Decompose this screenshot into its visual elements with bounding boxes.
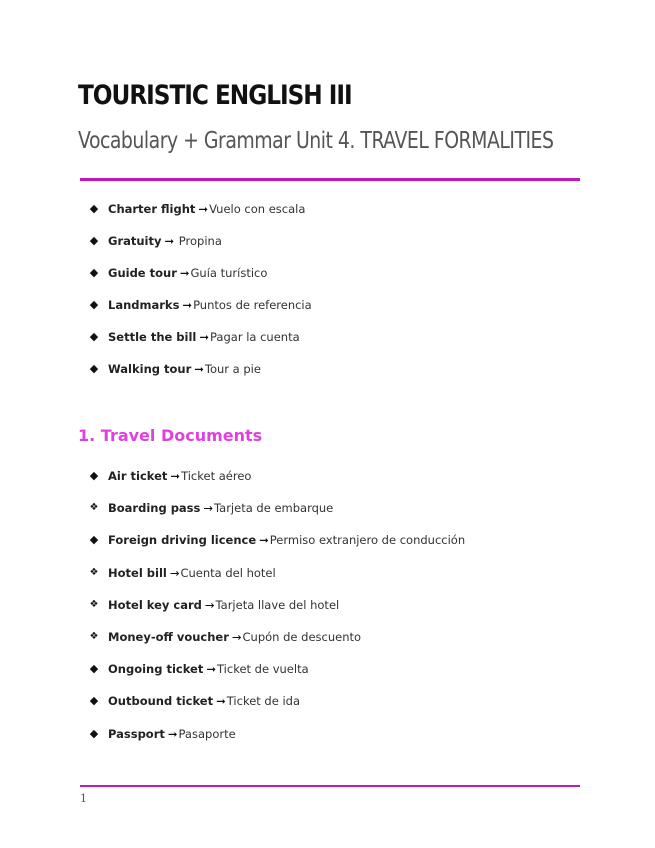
vocab-term: Air ticket — [108, 469, 168, 483]
vocab-entry — [108, 724, 236, 744]
vocab-entry — [108, 530, 465, 550]
footer-divider — [80, 785, 580, 787]
vocab-entry — [108, 691, 300, 711]
page-number: 1 — [80, 792, 87, 805]
vocab-term: Passport — [108, 726, 165, 741]
diamond-bullet-icon: ◆ — [89, 469, 99, 482]
list-item — [0, 563, 600, 583]
right-arrow-icon: ➞ — [167, 726, 178, 741]
vocab-term: Boarding pass — [108, 501, 201, 516]
list-item — [0, 263, 600, 283]
diamond-bullet-icon: ◆ — [89, 362, 99, 375]
header-divider — [80, 178, 580, 181]
right-arrow-icon: ➞ — [182, 298, 193, 312]
vocab-entry — [108, 199, 305, 219]
vocab-translation: Ticket aéreo — [181, 469, 252, 483]
list-item — [0, 466, 600, 486]
vocab-entry — [108, 327, 300, 347]
vocab-entry — [108, 231, 222, 251]
list-item — [0, 691, 600, 711]
vocab-entry — [108, 466, 251, 486]
vocab-term: Hotel bill — [108, 565, 167, 580]
vocab-term: Hotel key card — [108, 597, 202, 612]
vocab-translation: Ticket de ida — [226, 694, 301, 709]
vocab-translation: Vuelo con escala — [209, 202, 306, 216]
vocab-entry — [108, 627, 361, 647]
page-title: TOURISTIC ENGLISH III — [78, 80, 352, 111]
list-item — [0, 627, 600, 647]
right-arrow-icon: ➞ — [164, 234, 175, 248]
list-item — [0, 530, 600, 550]
vocab-term: Ongoing ticket — [108, 662, 204, 677]
vocab-entry — [108, 498, 333, 518]
vocab-entry — [108, 595, 339, 615]
vocab-term: Landmarks — [108, 298, 180, 312]
section-heading: 1. Travel Documents — [78, 426, 263, 445]
vocab-translation: Puntos de referencia — [193, 298, 312, 312]
list-item — [0, 659, 600, 679]
diamond-cluster-bullet-icon: ❖ — [89, 631, 99, 642]
diamond-cluster-bullet-icon: ❖ — [89, 598, 99, 610]
vocab-translation: Guía turístico — [190, 266, 268, 280]
vocab-term: Walking tour — [108, 362, 192, 376]
diamond-bullet-icon: ◆ — [89, 298, 99, 311]
diamond-bullet-icon: ◆ — [89, 533, 99, 547]
right-arrow-icon: ➞ — [179, 266, 190, 280]
right-arrow-icon: ➞ — [216, 694, 226, 709]
right-arrow-icon: ➞ — [170, 469, 181, 483]
vocab-entry — [108, 295, 312, 315]
vocab-translation: Permiso extranjero de conducción — [269, 533, 466, 548]
vocab-term: Guide tour — [108, 266, 177, 280]
vocab-translation: Tarjeta de embarque — [214, 501, 334, 516]
diamond-cluster-bullet-icon: ❖ — [89, 502, 99, 514]
vocab-translation: Pagar la cuenta — [210, 330, 300, 344]
right-arrow-icon: → — [231, 630, 242, 644]
vocab-translation: Ticket de vuelta — [217, 662, 309, 677]
diamond-bullet-icon: ◆ — [89, 266, 99, 279]
list-item — [0, 231, 600, 251]
vocab-translation: Propina — [175, 234, 222, 248]
right-arrow-icon: ➞ — [259, 533, 269, 548]
right-arrow-icon: → — [203, 501, 214, 516]
vocab-translation: Pasaporte — [178, 726, 236, 741]
list-item — [0, 498, 600, 518]
list-item — [0, 199, 600, 219]
vocab-entry — [108, 359, 261, 379]
vocab-translation: Tour a pie — [204, 362, 261, 376]
list-item — [0, 295, 600, 315]
right-arrow-icon: ➞ — [194, 362, 204, 376]
right-arrow-icon: → — [204, 597, 215, 612]
diamond-bullet-icon: ◆ — [89, 234, 99, 247]
diamond-bullet-icon: ◆ — [89, 726, 99, 740]
vocab-term: Money-off voucher — [108, 630, 229, 644]
right-arrow-icon: → — [169, 565, 180, 580]
right-arrow-icon: ➞ — [198, 202, 209, 216]
list-item — [0, 595, 600, 615]
vocab-term: Gratuity — [108, 234, 162, 248]
vocab-term: Settle the bill — [108, 330, 197, 344]
vocab-entry — [108, 263, 267, 283]
vocab-term: Foreign driving licence — [108, 533, 257, 548]
diamond-bullet-icon: ◆ — [89, 202, 99, 215]
vocab-term: Charter flight — [108, 202, 196, 216]
right-arrow-icon: ➞ — [199, 330, 210, 344]
diamond-bullet-icon: ◆ — [89, 662, 99, 676]
page-subtitle: Vocabulary + Grammar Unit 4. TRAVEL FORMALITIES — [78, 128, 554, 154]
vocab-entry — [108, 659, 309, 679]
right-arrow-icon: ➞ — [206, 662, 216, 677]
diamond-cluster-bullet-icon: ❖ — [89, 566, 99, 578]
vocab-translation: Cupón de descuento — [242, 630, 362, 644]
list-item — [0, 327, 600, 347]
vocab-translation: Cuenta del hotel — [180, 565, 276, 580]
diamond-bullet-icon: ◆ — [89, 694, 99, 708]
vocab-entry — [108, 563, 276, 583]
vocab-translation: Tarjeta llave del hotel — [215, 597, 340, 612]
diamond-bullet-icon: ◆ — [89, 330, 99, 343]
list-item — [0, 359, 600, 379]
vocab-term: Outbound ticket — [108, 694, 214, 709]
list-item — [0, 724, 600, 744]
